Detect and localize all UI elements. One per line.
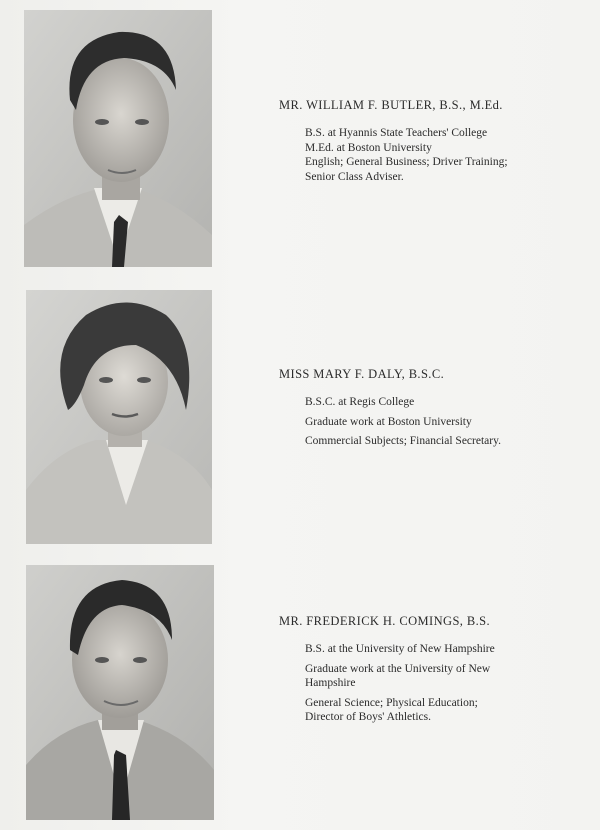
detail-line: Hampshire — [305, 677, 356, 689]
detail-line: B.S. at the University of New Hampshire — [305, 643, 495, 655]
detail-line: Graduate work at the University of New — [305, 662, 491, 675]
portrait-photo-butler — [24, 10, 212, 267]
detail-line: Graduate work at Boston University — [305, 415, 472, 428]
detail-line: M.Ed. at Boston University — [305, 141, 432, 154]
teacher-name: MR. WILLIAM F. BUTLER, B.S., M.Ed. — [279, 98, 503, 112]
teacher-entry-3 — [279, 614, 569, 725]
detail-line: B.S.C. at Regis College — [305, 396, 415, 408]
detail-line: Senior Class Adviser. — [305, 170, 404, 183]
portrait-photo-daly — [26, 290, 212, 544]
portrait-image — [26, 565, 214, 820]
detail-line: Commercial Subjects; Financial Secretary. — [305, 435, 501, 447]
teacher-details — [305, 395, 569, 449]
portrait-photo-comings — [26, 565, 214, 820]
detail-line: General Science; Physical Education; — [305, 696, 478, 709]
teacher-name: MR. FREDERICK H. COMINGS, B.S. — [279, 614, 490, 628]
teacher-details — [305, 642, 569, 725]
portrait-image — [24, 10, 212, 267]
detail-line: Director of Boys' Athletics. — [305, 711, 431, 723]
teacher-entry-2 — [279, 367, 569, 449]
teacher-name: MISS MARY F. DALY, B.S.C. — [279, 367, 445, 381]
portrait-image — [26, 290, 212, 544]
teacher-entry-1 — [279, 98, 569, 184]
teacher-details — [305, 126, 569, 184]
detail-line: English; General Business; Driver Training; — [305, 156, 508, 168]
detail-line: B.S. at Hyannis State Teachers' College — [305, 127, 488, 139]
